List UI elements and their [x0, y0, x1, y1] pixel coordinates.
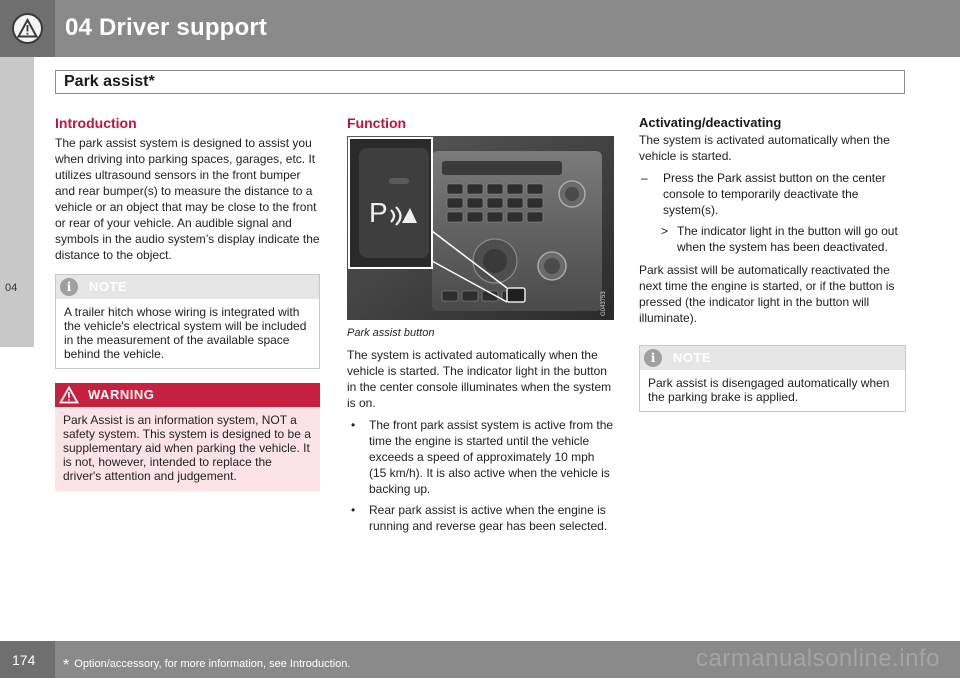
dash-char: –: [641, 171, 648, 185]
info-icon: i: [644, 349, 662, 367]
warning-box: [55, 383, 320, 491]
column-activating: [639, 115, 906, 412]
footnote-star: *: [63, 657, 70, 674]
warning-icon: [59, 386, 79, 404]
note-box: [55, 274, 320, 369]
introduction-heading: Introduction: [55, 115, 137, 131]
chapter-icon-box: [0, 0, 55, 57]
photo-code: G043753: [601, 291, 607, 316]
function-text: The system is activated automatically when the vehicle is started. The indicator light in the button in the center console illuminates when the system is on.: [347, 348, 612, 410]
bullet-text: The front park assist system is active from the time the engine is started until the vehicle exceeds a speed of approximately 10 mph (15 km/h). It is also active when the vehicle is backing up.: [369, 418, 614, 496]
info-icon: i: [60, 278, 78, 296]
footnote: [63, 654, 350, 672]
column-introduction: [55, 115, 320, 491]
chapter-title: 04 Driver support: [65, 14, 268, 41]
side-tab-number: 04: [5, 282, 18, 294]
bullet-char: •: [351, 503, 356, 517]
note-text: Park assist is disengaged automatically when the parking brake is applied.: [648, 376, 890, 404]
chapter-side-tab: [0, 57, 34, 347]
function-heading: Function: [347, 115, 407, 131]
warning-triangle-icon: [12, 13, 43, 44]
section-title: Park assist*: [64, 73, 155, 90]
park-assist-button-photo: [347, 136, 614, 320]
substep-item: [639, 223, 906, 255]
chapter-header: [0, 0, 960, 57]
bullet-text: Rear park assist is active when the engine is running and reverse gear has been selected.: [369, 503, 608, 533]
page-number: 174: [12, 652, 36, 668]
note-header: [640, 346, 905, 370]
section-header: [55, 70, 905, 94]
note-text: A trailer hitch whose wiring is integrated with the vehicle's electrical system will be included in the measurement of the available space behind the vehicle.: [64, 305, 307, 361]
list-item: [347, 502, 614, 534]
step-text: Press the Park assist button on the center console to temporarily deactivate the system(s).: [663, 171, 886, 217]
column-function: [347, 115, 614, 539]
note-label: NOTE: [673, 350, 712, 365]
activating-text: The system is activated automatically when the vehicle is started.: [639, 133, 890, 163]
page-number-box: [0, 641, 55, 678]
function-bullet-list: [347, 417, 614, 534]
svg-text:P: P: [369, 197, 388, 228]
page-footer: [0, 641, 960, 678]
note-header: [56, 275, 319, 299]
center-console-illustration: [347, 136, 614, 320]
note-label: NOTE: [89, 279, 128, 294]
bullet-char: •: [351, 418, 356, 432]
warning-header: [55, 383, 320, 407]
substep-text: The indicator light in the button will go out when the system has been deactivated.: [677, 224, 898, 254]
list-item: [347, 417, 614, 497]
warning-label: WARNING: [88, 387, 155, 402]
step-item: [639, 170, 906, 218]
watermark: carmanualsonline.info: [696, 645, 940, 672]
introduction-text: The park assist system is designed to assist you when driving into parking spaces, garages, etc. It utilizes ultrasound sensors in the front bumper and rear bumper(s) to measure the distance to a vehicle or an object that may be close to the front or rear of your vehicle. An audible signal and symbols in the audio system’s display indicate the distance to the object.: [55, 136, 320, 262]
substep-char: >: [661, 224, 669, 238]
activating-heading: Activating/deactivating: [639, 115, 782, 130]
photo-caption: Park assist button: [347, 327, 435, 339]
footnote-text: Option/accessory, for more information, see Introduction.: [74, 658, 351, 670]
warning-text: Park Assist is an information system, NOT a safety system. This system is designed to be a supplementary aid when parking the vehicle. It is not, however, intended to replace the driver's attention and judgement.: [63, 413, 311, 483]
note-box: [639, 345, 906, 412]
reactivate-text: Park assist will be automatically reactivated the next time the engine is started, or if the button is pressed (the indicator light in the button will illuminate).: [639, 263, 895, 325]
